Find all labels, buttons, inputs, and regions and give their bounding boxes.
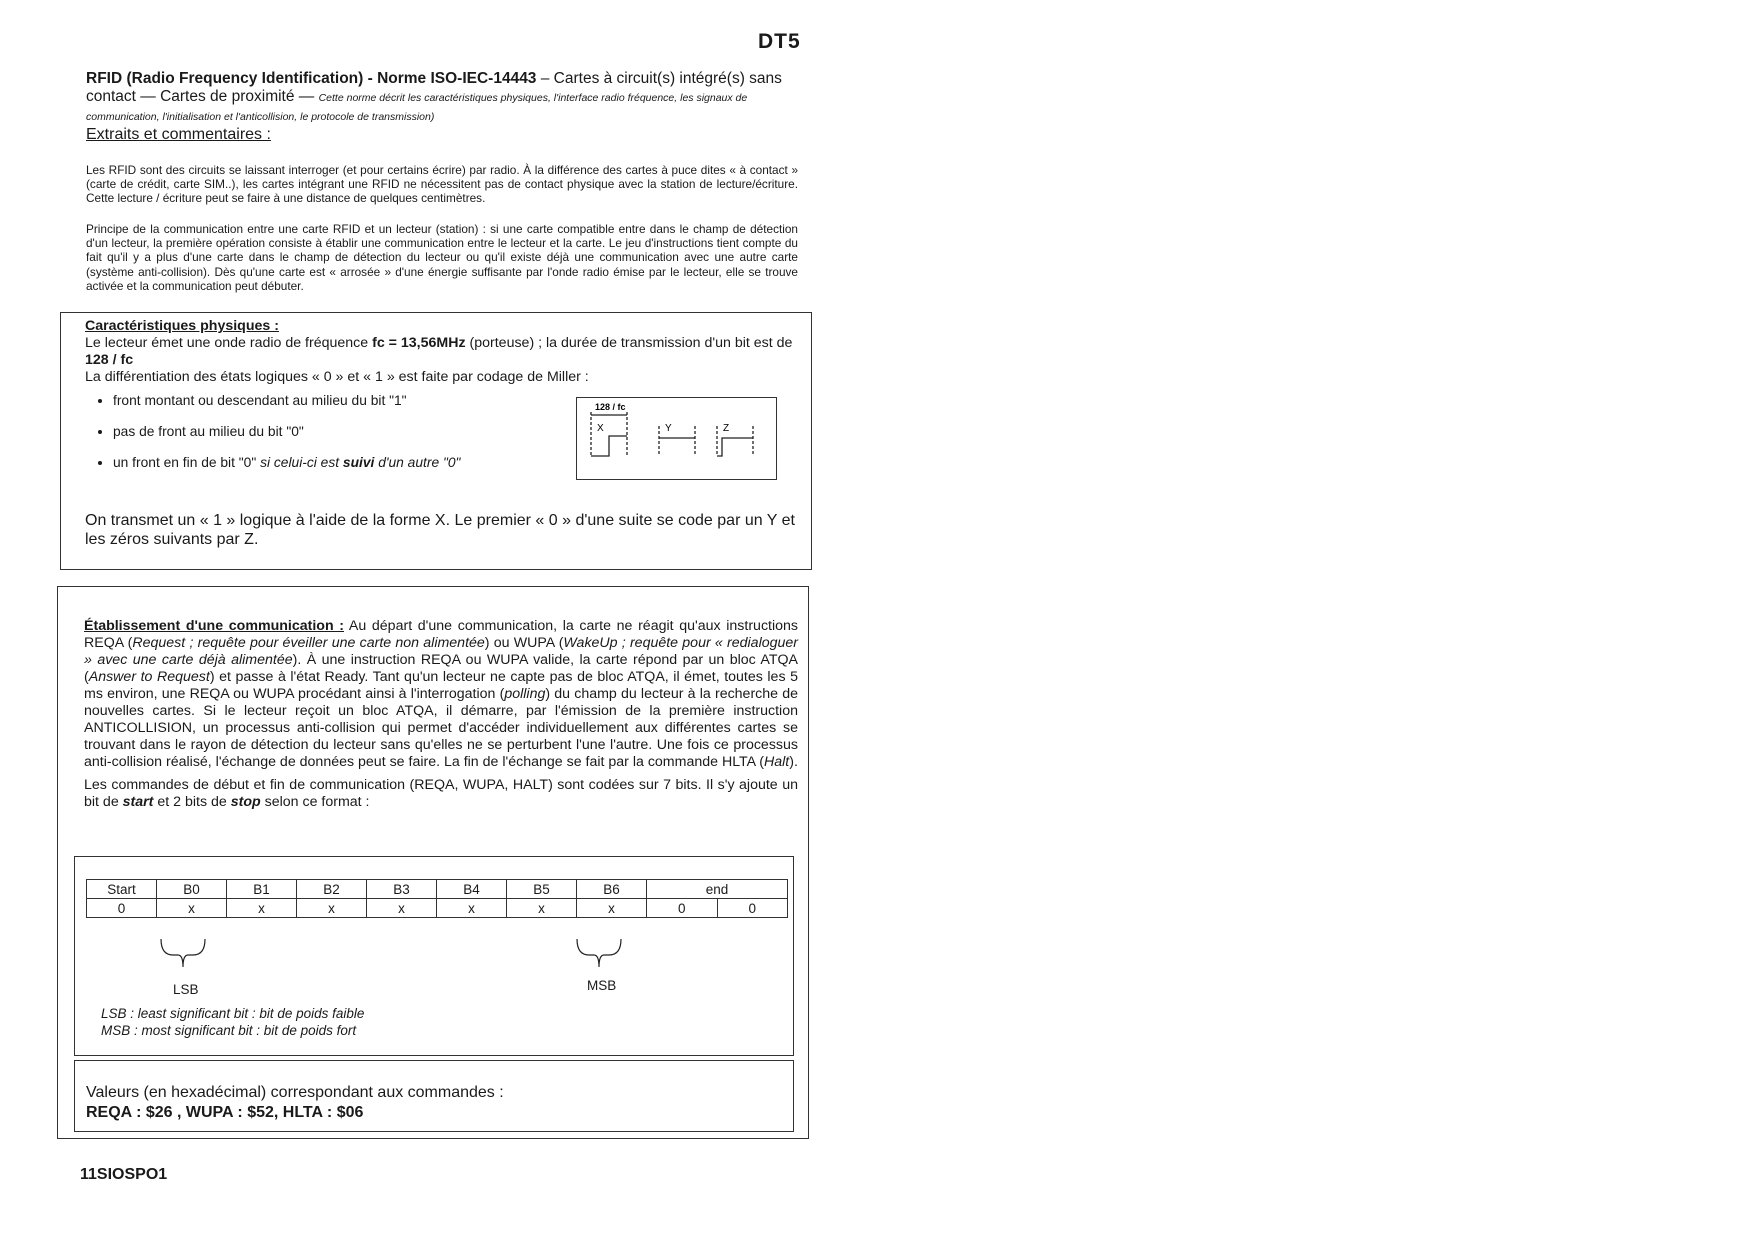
encoding-conclusion: On transmet un « 1 » logique à l'aide de la forme X. Le premier « 0 » d'une suite se code par un Y et les zéros suivants par Z.: [85, 512, 795, 548]
comm-text: WakeUp ; requête pour « redialoguer » avec une carte déjà alimentée: [84, 635, 799, 668]
frame-value-cell: x: [507, 899, 577, 918]
msb-brace: [577, 939, 621, 967]
legend-lsb: LSB : least significant bit : bit de poids faible: [101, 1006, 365, 1021]
freq-text-a: Le lecteur émet une onde radio de fréquence: [85, 335, 373, 351]
intro-paragraph-1: Les RFID sont des circuits se laissant interroger (et pour certains écrire) par radio. À la différence des cartes à puce dites « à contact » (carte de crédit, carte SIM..), les cartes intégrant une RFID ne nécessitent pas de contact physique avec la station de lecture/écriture. Cette lecture / écriture peut se faire à une distance de quelques centimètres.: [86, 163, 798, 206]
communication-heading: Établissement d'une communication :: [84, 618, 345, 634]
comm-text: ).: [789, 754, 798, 770]
title-norm: RFID (Radio Frequency Identification) - Norme ISO-IEC-14443: [86, 70, 537, 87]
rule3-a: un front en fin de bit "0": [113, 455, 261, 470]
communication-paragraph: [84, 618, 798, 771]
frame-header-cell: end: [647, 880, 788, 899]
comm-text: ) et passe à l'état Ready. Tant qu'un lecteur ne capte pas de bloc ATQA, il émet, toutes les 5 ms environ, une REQA ou WUPA procédant ainsi à l'interrogation (: [84, 669, 798, 702]
frame-value-cell: x: [157, 899, 227, 918]
footer-code: 11SIOSPO1: [80, 1166, 168, 1183]
bit-legend: [101, 1005, 364, 1039]
page-id: DT5: [758, 30, 801, 53]
rule3-b: si celui-ci est: [260, 455, 343, 470]
format-start: start: [122, 794, 154, 810]
frame-value-cell: 0: [87, 899, 157, 918]
document-title: [86, 70, 811, 126]
comm-text: Answer to Request: [88, 669, 210, 685]
frame-format-panel: [74, 856, 794, 1056]
miller-waveforms: [577, 398, 776, 479]
values-intro: Valeurs (en hexadécimal) correspondant aux commandes :: [86, 1084, 504, 1101]
comm-text: Request ; requête pour éveiller une carte non alimentée: [132, 635, 485, 651]
label-y: Y: [665, 423, 672, 434]
legend-msb: MSB : most significant bit : bit de poids fort: [101, 1023, 357, 1038]
waveform-x: [591, 436, 627, 456]
section-heading: Extraits et commentaires :: [86, 126, 271, 143]
freq-text-c: (porteuse) ; la durée de transmission d'un bit est de: [465, 335, 793, 351]
lsb-brace: [161, 939, 205, 967]
intro-paragraph-2: Principe de la communication entre une carte RFID et un lecteur (station) : si une carte compatible entre dans le champ de détection d'un lecteur, la première opération consiste à établir une communication entre le lecteur et la carte. Le jeu d'instructions tient compte du fait qu'il y a plus d'une carte dans le champ de détection du lecteur ou qu'il existe déjà une communication avec une autre carte (système anti-collision). Dès qu'une carte est « arrosée » d'une énergie suffisante par l'onde radio émise par le lecteur, elle se trouve activée et la communication peut débuter.: [86, 222, 798, 293]
command-values-panel: [74, 1060, 794, 1132]
rule3-d: d'un autre "0": [374, 455, 461, 470]
format-text: selon ce format :: [260, 794, 370, 810]
bit-duration: 128 / fc: [85, 352, 134, 368]
lsb-label: LSB: [173, 982, 199, 997]
comm-text: Halt: [764, 754, 790, 770]
label-x: X: [597, 423, 604, 434]
frame-header-cell: B5: [507, 880, 577, 899]
waveform-z: [717, 438, 753, 456]
rule-item: • front montant ou descendant au milieu du bit "1": [113, 392, 800, 409]
comm-text: Au départ d'une communication, la carte ne réagit qu'aux instructions REQA (: [84, 618, 799, 651]
rule3-c: suivi: [342, 455, 375, 470]
label-z: Z: [723, 423, 730, 434]
format-text: Les commandes de début et fin de communication (REQA, WUPA, HALT) sont codées sur 7 bits. Il s'y ajoute un bit de: [84, 777, 798, 810]
format-stop: stop: [230, 794, 261, 810]
msb-label: MSB: [587, 978, 617, 993]
frame-value-cell: 0: [717, 899, 788, 918]
frame-header-cell: B3: [367, 880, 437, 899]
frequency-line: [85, 335, 800, 369]
miller-diagram: [576, 397, 777, 480]
frame-header-cell: B1: [227, 880, 297, 899]
frame-value-cell: x: [577, 899, 647, 918]
frame-header-cell: B0: [157, 880, 227, 899]
physical-heading: Caractéristiques physiques :: [85, 318, 279, 334]
comm-text: ) ou WUPA (: [484, 635, 564, 651]
frame-header-cell: Start: [87, 880, 157, 899]
format-paragraph: [84, 777, 798, 811]
period-label: 128 / fc: [595, 402, 626, 412]
frame-value-cell: x: [227, 899, 297, 918]
title-rest: – Cartes à circuit(s) intégré(s) sans contact — Cartes de proximité —: [86, 70, 782, 105]
freq-value: fc = 13,56MHz: [372, 335, 466, 351]
comm-text: polling: [504, 686, 546, 702]
rule-item: • pas de front au milieu du bit "0": [113, 423, 800, 440]
comm-text: ). À une instruction REQA ou WUPA valide, la carte répond par un bloc ATQA (: [84, 652, 799, 685]
values-list: REQA : $26 , WUPA : $52, HLTA : $06: [86, 1104, 364, 1121]
frame-value-cell: x: [437, 899, 507, 918]
frame-header-cell: B2: [297, 880, 367, 899]
frame-header-cell: B4: [437, 880, 507, 899]
format-text: et 2 bits de: [153, 794, 231, 810]
miller-line: La différentiation des états logiques « 0 » et « 1 » est faite par codage de Miller :: [85, 369, 589, 385]
frame-value-cell: x: [297, 899, 367, 918]
title-subtitle: Cette norme décrit les caractéristiques physiques, l'interface radio fréquence, les signaux de communication, l'initialisation et l'anticollision, le protocole de transmission): [86, 92, 748, 123]
frame-value-cell: 0: [647, 899, 718, 918]
frame-value-cell: x: [367, 899, 437, 918]
frame-header-cell: B6: [577, 880, 647, 899]
comm-text: ) du champ du lecteur à la recherche de nouvelles cartes. Si le lecteur reçoit un bloc ATQA, il démarre, par l'émission de la première instruction ANTICOLLISION, un processus anti-collision qui permet d'accéder individuellement aux différentes cartes se trouvant dans le rayon de détection du lecteur sans qu'elles ne se perturbent l'une l'autre. Une fois ce processus anti-collision réalisé, l'échange de données peut se faire. La fin de l'échange se fait par la commande HLTA (: [84, 686, 799, 770]
